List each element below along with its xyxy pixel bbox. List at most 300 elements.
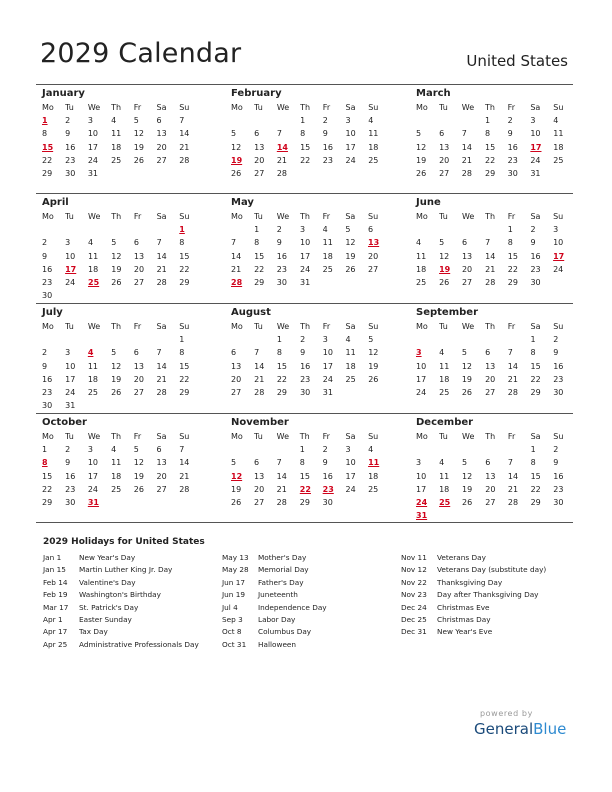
day-cell: 4 <box>439 458 445 468</box>
day-cell: 16 <box>553 471 564 481</box>
day-cell: 3 <box>65 238 71 248</box>
day-cell: 4 <box>88 238 94 248</box>
holiday-item <box>222 578 327 590</box>
holiday-name: Veterans Day (substitute day) <box>437 565 547 575</box>
empty-cell <box>413 114 436 127</box>
holiday-date: Feb 19 <box>43 590 68 600</box>
day-cell: 26 <box>231 169 242 179</box>
holiday-date: Dec 25 <box>401 614 427 624</box>
empty-cell <box>505 443 528 456</box>
holiday-item <box>222 615 327 627</box>
brand-logo <box>474 720 566 738</box>
day-cell: 24 <box>322 374 333 384</box>
day-cell: 23 <box>322 484 334 494</box>
day-cell: 19 <box>462 484 473 494</box>
weekday-header: Su <box>368 212 379 222</box>
month-name: November <box>231 417 289 428</box>
holiday-date: Mar 17 <box>43 602 69 612</box>
holiday-column <box>401 553 546 640</box>
day-cell: 3 <box>345 445 351 455</box>
day-cell: 12 <box>231 142 242 152</box>
holiday-item <box>43 603 199 615</box>
day-cell: 19 <box>368 361 379 371</box>
empty-cell <box>436 114 459 127</box>
weekday-header: We <box>87 432 101 442</box>
day-cell: 28 <box>461 169 472 179</box>
day-cell: 27 <box>231 388 242 398</box>
day-cell: 2 <box>553 445 559 455</box>
holiday-name: Memorial Day <box>258 565 309 575</box>
month-8 <box>413 306 573 399</box>
weekday-header: Tu <box>439 103 448 113</box>
weekday-header: We <box>461 103 475 113</box>
day-cell: 5 <box>231 458 237 468</box>
holiday-date: Apr 25 <box>43 639 68 649</box>
empty-cell <box>108 333 131 346</box>
brand-part: General <box>474 720 534 738</box>
month-1 <box>228 87 388 180</box>
day-cell: 17 <box>416 484 427 494</box>
day-cell: 28 <box>507 498 519 508</box>
empty-cell <box>131 167 154 180</box>
day-cell: 2 <box>300 335 306 345</box>
weekday-header: Tu <box>439 322 448 332</box>
day-cell: 29 <box>530 388 541 398</box>
divider <box>36 303 573 304</box>
day-cell: 1 <box>42 116 48 126</box>
empty-cell <box>131 223 154 236</box>
day-cell: 7 <box>179 116 185 126</box>
day-cell: 21 <box>507 374 518 384</box>
weekday-header: Mo <box>416 212 428 222</box>
day-cell: 6 <box>133 348 139 358</box>
day-cell: 2 <box>507 116 513 126</box>
day-cell: 18 <box>87 374 99 384</box>
holiday-item <box>401 627 546 639</box>
weekday-header: We <box>461 212 475 222</box>
day-cell: 3 <box>300 225 306 235</box>
empty-cell <box>154 167 177 180</box>
day-cell: 3 <box>322 335 328 345</box>
empty-cell <box>365 167 388 180</box>
month-3 <box>39 196 199 302</box>
day-cell: 11 <box>368 129 379 139</box>
day-cell: 8 <box>299 458 305 468</box>
day-cell: 8 <box>254 238 260 248</box>
empty-cell <box>297 167 320 180</box>
holiday-date: Jun 17 <box>222 577 246 587</box>
holiday-item <box>222 590 327 602</box>
day-cell: 18 <box>368 142 379 152</box>
day-cell: 8 <box>42 129 48 139</box>
day-cell: 28 <box>485 278 496 288</box>
day-cell: 8 <box>179 238 185 248</box>
day-cell: 27 <box>368 264 379 274</box>
day-cell: 26 <box>461 388 473 398</box>
weekday-header: Sa <box>345 322 356 332</box>
day-cell: 10 <box>300 238 311 248</box>
day-cell: 6 <box>368 225 374 235</box>
day-cell: 3 <box>345 116 351 126</box>
day-cell: 13 <box>156 458 167 468</box>
day-cell: 25 <box>87 388 99 398</box>
day-cell: 14 <box>156 251 167 261</box>
day-cell: 2 <box>276 225 282 235</box>
holiday-name: Father's Day <box>258 577 304 587</box>
day-cell: 27 <box>254 498 265 508</box>
holiday-item <box>401 553 546 565</box>
day-cell: 17 <box>87 142 99 152</box>
day-cell: 29 <box>179 278 190 288</box>
day-cell: 12 <box>416 142 427 152</box>
holiday-name: Day after Thanksgiving Day <box>437 590 539 600</box>
day-cell: 20 <box>231 374 242 384</box>
day-cell: 3 <box>87 116 93 126</box>
day-cell: 15 <box>276 361 288 371</box>
day-cell: 30 <box>276 278 287 288</box>
weekday-header: We <box>88 212 101 222</box>
empty-cell <box>39 333 62 346</box>
day-cell: 2 <box>322 445 328 455</box>
month-7 <box>228 306 388 399</box>
day-cell: 1 <box>300 116 306 126</box>
day-cell: 3 <box>65 348 71 358</box>
day-cell: 24 <box>553 264 564 274</box>
day-cell: 11 <box>111 458 122 468</box>
weekday-header: Th <box>300 212 310 222</box>
empty-cell <box>251 443 274 456</box>
empty-cell <box>459 114 482 127</box>
month-name: August <box>231 307 271 318</box>
weekday-header: Mo <box>42 212 54 222</box>
day-cell: 4 <box>345 335 351 345</box>
page-title: 2029 Calendar <box>40 38 242 69</box>
holiday-item <box>222 627 327 639</box>
day-cell: 23 <box>42 388 53 398</box>
weekday-header: We <box>87 322 101 332</box>
day-cell: 9 <box>276 238 282 248</box>
weekday-header: Mo <box>231 212 243 222</box>
day-cell: 13 <box>485 361 496 371</box>
day-cell: 10 <box>530 129 541 139</box>
holiday-name: New Year's Eve <box>437 627 493 637</box>
day-cell: 1 <box>254 225 260 235</box>
day-cell: 16 <box>65 142 76 152</box>
holiday-date: Nov 11 <box>401 553 427 562</box>
day-cell: 26 <box>368 374 379 384</box>
empty-cell <box>85 399 108 412</box>
day-cell: 11 <box>322 238 333 248</box>
day-cell: 21 <box>179 471 190 481</box>
day-cell: 24 <box>65 388 76 398</box>
weekday-header: Su <box>179 212 190 222</box>
day-cell: 10 <box>87 458 99 468</box>
day-cell: 16 <box>42 264 53 274</box>
holiday-name: Administrative Professionals Day <box>79 639 199 649</box>
empty-cell <box>482 443 505 456</box>
day-cell: 31 <box>87 169 99 179</box>
month-name: May <box>231 197 254 208</box>
weekday-header: Sa <box>156 212 167 222</box>
weekday-header: We <box>276 432 289 442</box>
empty-cell <box>459 223 482 236</box>
empty-cell <box>482 223 505 236</box>
day-cell: 26 <box>462 498 473 508</box>
day-cell: 19 <box>133 142 144 152</box>
empty-cell <box>550 276 573 289</box>
day-cell: 16 <box>507 142 518 152</box>
day-cell: 26 <box>231 498 242 508</box>
empty-cell <box>108 167 131 180</box>
day-cell: 16 <box>530 251 541 261</box>
day-cell: 20 <box>368 251 379 261</box>
day-cell: 22 <box>507 264 518 274</box>
empty-cell <box>436 443 459 456</box>
day-cell: 12 <box>111 361 122 371</box>
day-cell: 1 <box>276 335 282 345</box>
day-cell: 3 <box>416 348 422 358</box>
day-cell: 23 <box>507 155 518 165</box>
day-cell: 4 <box>368 116 374 126</box>
weekday-header: Tu <box>254 322 263 332</box>
month-10 <box>228 416 388 509</box>
empty-cell <box>108 289 131 302</box>
day-cell: 13 <box>133 361 144 371</box>
day-cell: 27 <box>254 169 265 179</box>
holiday-name: Christmas Eve <box>437 602 490 612</box>
day-cell: 2 <box>65 116 71 126</box>
day-cell: 4 <box>111 116 117 126</box>
empty-cell <box>320 276 343 289</box>
day-cell: 15 <box>179 251 190 261</box>
weekday-header: Sa <box>530 103 541 113</box>
day-cell: 14 <box>179 129 190 139</box>
empty-cell <box>131 399 154 412</box>
empty-cell <box>108 223 131 236</box>
day-cell: 6 <box>156 116 162 126</box>
day-cell: 19 <box>439 264 451 274</box>
day-cell: 6 <box>485 458 491 468</box>
empty-cell <box>528 509 551 522</box>
day-cell: 28 <box>507 388 518 398</box>
weekday-header: Tu <box>254 212 263 222</box>
empty-cell <box>131 289 154 302</box>
day-cell: 15 <box>42 142 54 152</box>
day-cell: 15 <box>42 471 53 481</box>
day-cell: 4 <box>439 348 445 358</box>
day-cell: 25 <box>345 374 356 384</box>
day-cell: 29 <box>530 498 541 508</box>
day-cell: 10 <box>322 348 333 358</box>
empty-cell <box>228 443 251 456</box>
empty-cell <box>413 333 436 346</box>
weekday-header: Mo <box>416 432 428 442</box>
month-2 <box>413 87 573 180</box>
weekday-header: Sa <box>156 432 167 442</box>
weekday-header: Th <box>111 432 122 442</box>
day-cell: 23 <box>322 155 333 165</box>
day-cell: 21 <box>231 264 242 274</box>
weekday-header: Th <box>111 212 122 222</box>
empty-cell <box>436 223 459 236</box>
weekday-header: Tu <box>65 322 74 332</box>
day-cell: 17 <box>345 471 356 481</box>
day-cell: 7 <box>179 445 185 455</box>
weekday-header: Th <box>485 432 496 442</box>
day-cell: 14 <box>461 142 472 152</box>
day-cell: 7 <box>254 348 260 358</box>
day-cell: 12 <box>111 251 122 261</box>
day-cell: 13 <box>461 251 473 261</box>
weekday-header: Su <box>553 212 564 222</box>
month-name: October <box>42 417 87 428</box>
empty-cell <box>550 509 573 522</box>
day-cell: 11 <box>439 361 450 371</box>
day-cell: 7 <box>276 458 282 468</box>
empty-cell <box>505 509 528 522</box>
empty-cell <box>176 289 199 302</box>
day-cell: 9 <box>65 458 71 468</box>
holiday-item <box>43 590 199 602</box>
holiday-item <box>43 553 199 565</box>
day-cell: 23 <box>65 484 76 494</box>
day-cell: 15 <box>299 471 310 481</box>
day-cell: 28 <box>276 169 288 179</box>
day-cell: 21 <box>461 155 472 165</box>
day-cell: 27 <box>156 484 167 494</box>
day-cell: 26 <box>133 155 144 165</box>
day-cell: 12 <box>133 458 144 468</box>
empty-cell <box>85 333 108 346</box>
day-cell: 21 <box>179 142 190 152</box>
day-cell: 5 <box>231 129 237 139</box>
day-cell: 23 <box>276 264 287 274</box>
day-cell: 23 <box>65 155 76 165</box>
day-cell: 8 <box>300 129 306 139</box>
day-cell: 11 <box>416 251 427 261</box>
weekday-header: Th <box>485 212 496 222</box>
brand-part: Blue <box>533 720 567 738</box>
day-cell: 11 <box>88 251 99 261</box>
day-cell: 2 <box>322 116 328 126</box>
day-cell: 30 <box>65 169 76 179</box>
day-cell: 20 <box>254 484 265 494</box>
empty-cell <box>482 333 505 346</box>
day-cell: 11 <box>439 471 450 481</box>
day-cell: 9 <box>65 129 71 139</box>
day-cell: 1 <box>530 335 536 345</box>
weekday-header: We <box>276 322 290 332</box>
weekday-header: Fr <box>507 103 515 113</box>
day-cell: 8 <box>530 458 536 468</box>
weekday-header: Mo <box>231 322 243 332</box>
day-cell: 16 <box>300 361 311 371</box>
weekday-header: Su <box>553 432 564 442</box>
weekday-header: Fr <box>133 212 142 222</box>
month-0 <box>39 87 199 180</box>
day-cell: 27 <box>133 278 145 288</box>
day-cell: 1 <box>485 116 491 126</box>
day-cell: 21 <box>276 484 287 494</box>
day-cell: 6 <box>485 348 491 358</box>
day-cell: 30 <box>553 388 564 398</box>
day-cell: 27 <box>156 155 167 165</box>
holiday-date: May 13 <box>222 553 249 562</box>
day-cell: 5 <box>439 238 445 248</box>
month-name: March <box>416 88 451 99</box>
day-cell: 10 <box>65 251 76 261</box>
day-cell: 24 <box>300 264 311 274</box>
day-cell: 25 <box>368 155 379 165</box>
day-cell: 18 <box>111 142 122 152</box>
weekday-header: Th <box>485 103 495 113</box>
holiday-name: Veterans Day <box>437 553 486 562</box>
weekday-header: Su <box>179 432 190 442</box>
holiday-item <box>222 603 327 615</box>
empty-cell <box>85 289 108 302</box>
holiday-item <box>401 603 546 615</box>
holiday-item <box>43 640 199 652</box>
day-cell: 5 <box>133 116 139 126</box>
holiday-name: Juneteenth <box>258 590 298 600</box>
weekday-header: Fr <box>322 103 331 113</box>
day-cell: 20 <box>156 471 167 481</box>
day-cell: 20 <box>461 264 473 274</box>
empty-cell <box>413 223 436 236</box>
day-cell: 31 <box>65 401 76 411</box>
day-cell: 26 <box>439 278 450 288</box>
weekday-header: Sa <box>156 322 167 332</box>
weekday-header: Fr <box>133 432 142 442</box>
day-cell: 25 <box>368 484 379 494</box>
day-cell: 15 <box>179 361 190 371</box>
divider <box>36 413 573 414</box>
weekday-header: Fr <box>133 322 142 332</box>
holiday-item <box>401 565 546 577</box>
holidays-title: 2029 Holidays for United States <box>43 537 205 547</box>
day-cell: 13 <box>231 361 242 371</box>
day-cell: 18 <box>322 251 333 261</box>
day-cell: 18 <box>416 264 427 274</box>
day-cell: 21 <box>156 374 167 384</box>
day-cell: 2 <box>530 225 536 235</box>
holiday-item <box>401 615 546 627</box>
empty-cell <box>274 114 297 127</box>
day-cell: 30 <box>530 278 541 288</box>
day-cell: 23 <box>300 374 311 384</box>
day-cell: 25 <box>88 278 100 288</box>
month-5 <box>413 196 573 289</box>
day-cell: 20 <box>439 155 450 165</box>
day-cell: 28 <box>276 498 287 508</box>
day-cell: 8 <box>507 238 513 248</box>
day-cell: 16 <box>322 471 333 481</box>
day-cell: 28 <box>179 155 190 165</box>
day-cell: 10 <box>416 471 427 481</box>
empty-cell <box>459 333 482 346</box>
day-cell: 10 <box>345 129 356 139</box>
day-cell: 29 <box>42 498 53 508</box>
month-6 <box>39 306 199 412</box>
empty-cell <box>228 333 251 346</box>
day-cell: 22 <box>179 264 190 274</box>
day-cell: 20 <box>133 374 144 384</box>
day-cell: 28 <box>179 484 190 494</box>
holiday-name: Washington's Birthday <box>79 590 161 600</box>
day-cell: 5 <box>111 348 117 358</box>
day-cell: 15 <box>300 142 311 152</box>
day-cell: 24 <box>416 498 428 508</box>
